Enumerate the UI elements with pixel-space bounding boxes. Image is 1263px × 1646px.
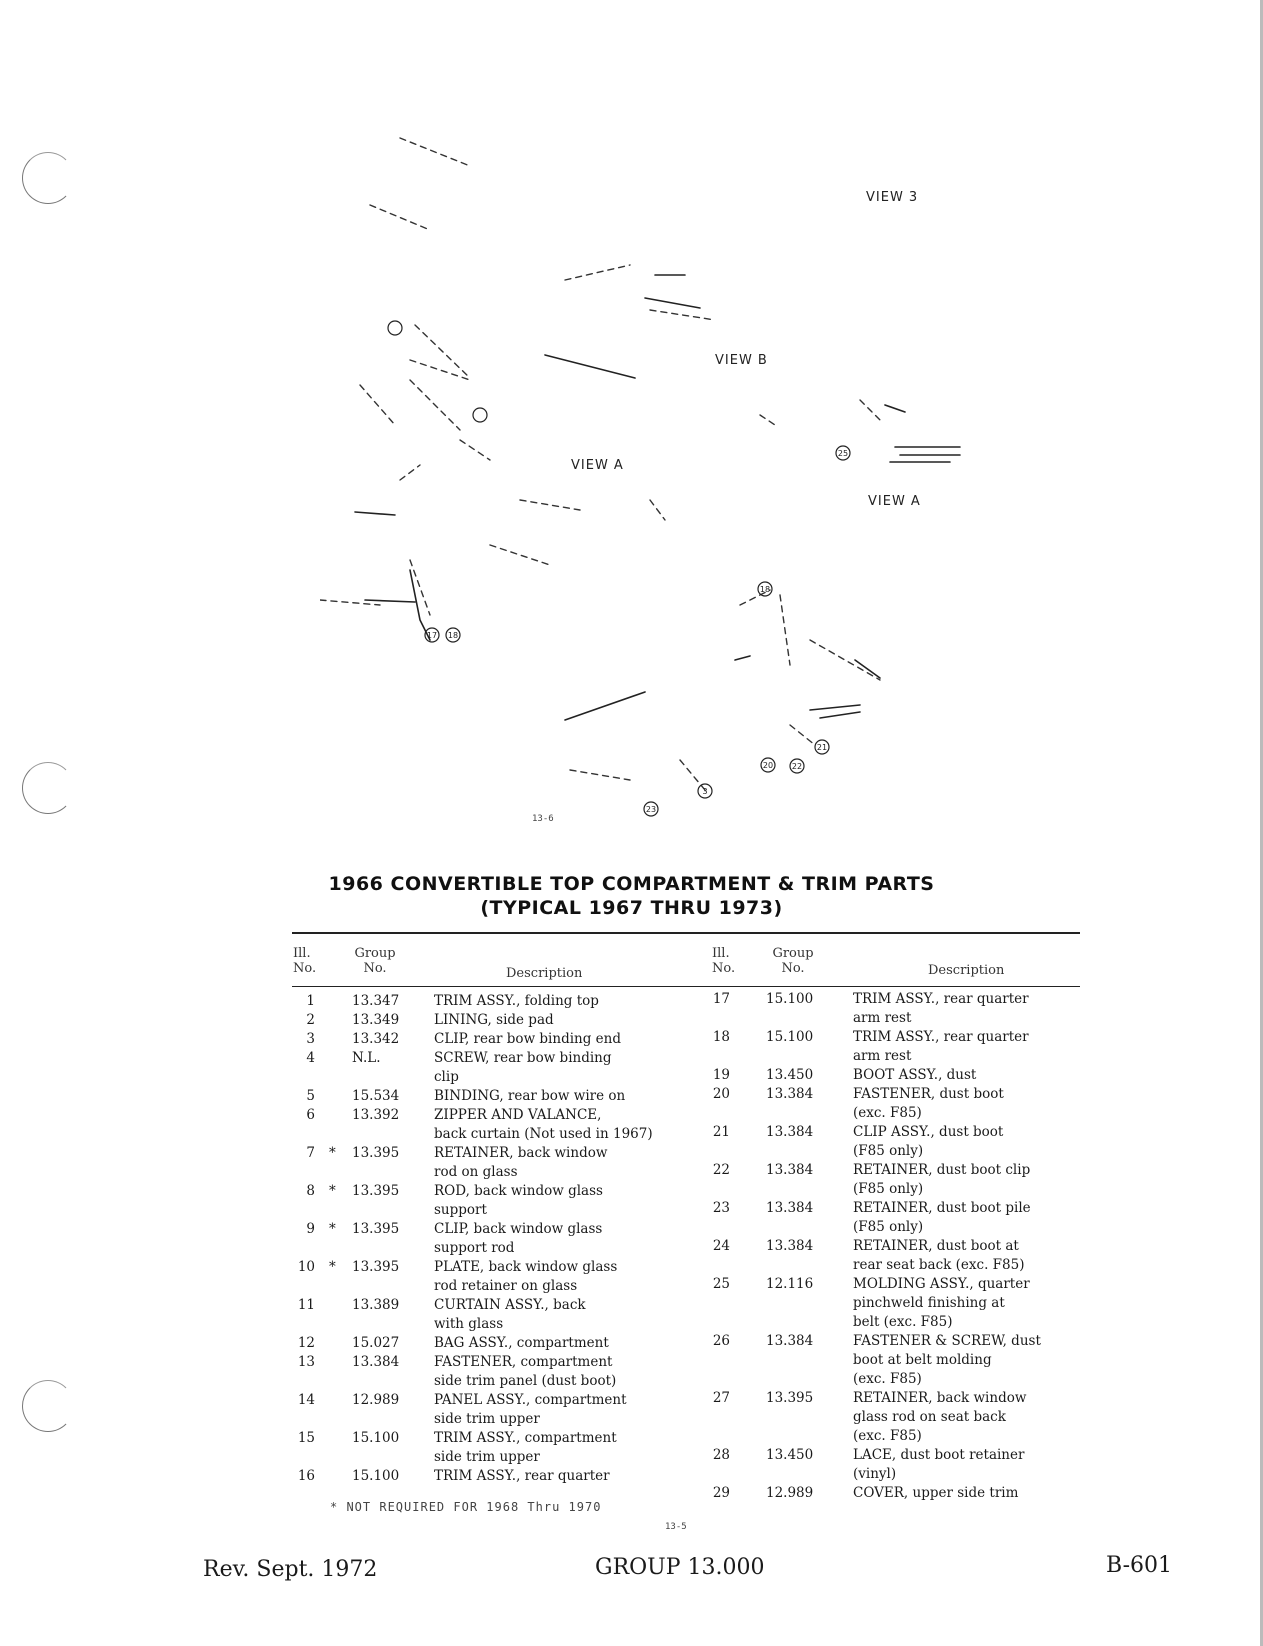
description: CLIP, rear bow binding end <box>434 1031 621 1047</box>
ill-no: 6 <box>306 1107 315 1123</box>
description: TRIM ASSY., rear quarter <box>853 991 1029 1007</box>
ill-no: 8 <box>306 1183 315 1199</box>
description: CLIP, back window glass <box>434 1221 603 1237</box>
ill-no: 20 <box>712 1086 730 1102</box>
description: CLIP ASSY., dust boot <box>853 1124 1004 1140</box>
description: side trim upper <box>434 1411 540 1427</box>
description: glass rod on seat back <box>853 1409 1006 1425</box>
group-no: 15.534 <box>352 1088 400 1104</box>
callout-18a: 18 <box>447 631 459 640</box>
description: BOOT ASSY., dust <box>853 1067 977 1083</box>
group-no: 13.384 <box>766 1238 814 1254</box>
description: (F85 only) <box>853 1219 924 1235</box>
ill-no: 1 <box>306 993 315 1009</box>
not-required-mark: * <box>329 1259 336 1275</box>
group-no: 13.347 <box>352 993 400 1009</box>
ill-no: 29 <box>712 1485 730 1501</box>
description: ZIPPER AND VALANCE, <box>434 1107 602 1123</box>
group-no: 13.389 <box>352 1297 400 1313</box>
description: BINDING, rear bow wire on <box>434 1088 626 1104</box>
description: ROD, back window glass <box>434 1183 603 1199</box>
ill-no: 19 <box>712 1067 730 1083</box>
ill-no: 18 <box>712 1029 730 1045</box>
description: FASTENER, compartment <box>434 1354 613 1370</box>
table-header-rule <box>292 986 1080 987</box>
ill-no: 7 <box>306 1145 315 1161</box>
not-required-mark: * <box>329 1221 336 1237</box>
view-label-a-right: VIEW A <box>868 494 921 509</box>
description: with glass <box>434 1316 504 1332</box>
description: (F85 only) <box>853 1143 924 1159</box>
description: TRIM ASSY., rear quarter <box>853 1029 1029 1045</box>
group-no: 13.384 <box>766 1200 814 1216</box>
callout-23: 23 <box>645 805 657 814</box>
table-top-rule <box>292 932 1080 934</box>
description: belt (exc. F85) <box>853 1314 953 1330</box>
not-required-mark: * <box>329 1183 336 1199</box>
view-label-a-left: VIEW A <box>571 458 624 473</box>
description: TRIM ASSY., folding top <box>434 993 599 1009</box>
group-no: 15.100 <box>766 1029 814 1045</box>
ill-no: 12 <box>297 1335 315 1351</box>
parts-illustration <box>320 80 1020 870</box>
footer-group: GROUP 13.000 <box>595 1555 765 1580</box>
not-required-mark: * <box>329 1145 336 1161</box>
description: side trim upper <box>434 1449 540 1465</box>
description: LINING, side pad <box>434 1012 554 1028</box>
ill-no: 22 <box>712 1162 730 1178</box>
ill-no: 3 <box>306 1031 315 1047</box>
group-no: 13.395 <box>766 1390 814 1406</box>
group-no: 15.027 <box>352 1335 400 1351</box>
description: support <box>434 1202 487 1218</box>
group-no: 13.392 <box>352 1107 400 1123</box>
description: RETAINER, back window <box>434 1145 608 1161</box>
footer-revision: Rev. Sept. 1972 <box>203 1557 378 1582</box>
callout-18b: 18 <box>759 585 771 594</box>
callout-21: 21 <box>816 743 828 752</box>
group-no: 13.384 <box>352 1354 400 1370</box>
ill-no: 9 <box>306 1221 315 1237</box>
description: boot at belt molding <box>853 1352 992 1368</box>
ill-no: 5 <box>306 1088 315 1104</box>
description: clip <box>434 1069 459 1085</box>
ill-no: 14 <box>297 1392 315 1408</box>
view-label-b: VIEW B <box>715 353 768 368</box>
group-no: 12.989 <box>352 1392 400 1408</box>
group-no: 13.384 <box>766 1124 814 1140</box>
group-no: 15.100 <box>766 991 814 1007</box>
group-no: 13.384 <box>766 1333 814 1349</box>
ill-no: 10 <box>297 1259 315 1275</box>
group-no: 12.989 <box>766 1485 814 1501</box>
figure-code: 13-6 <box>532 814 554 824</box>
callout-25: 25 <box>837 449 849 458</box>
description: back curtain (Not used in 1967) <box>434 1126 653 1142</box>
description: (F85 only) <box>853 1181 924 1197</box>
description: LACE, dust boot retainer <box>853 1447 1025 1463</box>
ill-no: 26 <box>712 1333 730 1349</box>
callout-17: 17 <box>426 631 438 640</box>
group-no: 13.384 <box>766 1086 814 1102</box>
description: RETAINER, dust boot clip <box>853 1162 1031 1178</box>
description: MOLDING ASSY., quarter <box>853 1276 1030 1292</box>
ill-no: 25 <box>712 1276 730 1292</box>
callout-20: 20 <box>762 761 774 770</box>
callout-22: 22 <box>791 762 803 771</box>
description: pinchweld finishing at <box>853 1295 1005 1311</box>
ill-no: 27 <box>712 1390 730 1406</box>
description: RETAINER, back window <box>853 1390 1027 1406</box>
description: PANEL ASSY., compartment <box>434 1392 627 1408</box>
description: PLATE, back window glass <box>434 1259 618 1275</box>
description: FASTENER & SCREW, dust <box>853 1333 1041 1349</box>
punch-hole-top <box>22 152 74 204</box>
description: rod on glass <box>434 1164 518 1180</box>
group-no: 15.100 <box>352 1468 400 1484</box>
ill-no: 4 <box>306 1050 315 1066</box>
group-no: 13.342 <box>352 1031 400 1047</box>
description: COVER, upper side trim <box>853 1485 1019 1501</box>
group-no: 13.395 <box>352 1259 400 1275</box>
description: TRIM ASSY., compartment <box>434 1430 617 1446</box>
description: support rod <box>434 1240 515 1256</box>
description: (exc. F85) <box>853 1105 922 1121</box>
header-ill-no-right: Ill. No. <box>712 946 736 976</box>
description: BAG ASSY., compartment <box>434 1335 609 1351</box>
footnote: * NOT REQUIRED FOR 1968 Thru 1970 <box>330 1500 602 1514</box>
header-description-right: Description <box>928 963 1005 978</box>
page-subtitle: (TYPICAL 1967 THRU 1973) <box>480 897 783 919</box>
description: CURTAIN ASSY., back <box>434 1297 586 1313</box>
header-ill-no-left: Ill. No. <box>293 946 317 976</box>
description: (exc. F85) <box>853 1428 922 1444</box>
description: rod retainer on glass <box>434 1278 578 1294</box>
ill-no: 24 <box>712 1238 730 1254</box>
group-no: 13.349 <box>352 1012 400 1028</box>
punch-hole-middle <box>22 762 74 814</box>
description: side trim panel (dust boot) <box>434 1373 617 1389</box>
description: rear seat back (exc. F85) <box>853 1257 1025 1273</box>
group-no: 13.450 <box>766 1447 814 1463</box>
group-no: 13.395 <box>352 1221 400 1237</box>
group-no: 12.116 <box>766 1276 814 1292</box>
ill-no: 13 <box>297 1354 315 1370</box>
ill-no: 21 <box>712 1124 730 1140</box>
description: RETAINER, dust boot pile <box>853 1200 1031 1216</box>
header-description-left: Description <box>506 966 583 981</box>
footnote-code: 13-5 <box>665 1522 687 1532</box>
description: TRIM ASSY., rear quarter <box>434 1468 610 1484</box>
group-no: 15.100 <box>352 1430 400 1446</box>
group-no: 13.395 <box>352 1183 400 1199</box>
description: RETAINER, dust boot at <box>853 1238 1019 1254</box>
description: FASTENER, dust boot <box>853 1086 1004 1102</box>
description: (exc. F85) <box>853 1371 922 1387</box>
ill-no: 23 <box>712 1200 730 1216</box>
page-title: 1966 CONVERTIBLE TOP COMPARTMENT & TRIM PARTS <box>328 873 935 895</box>
description: (vinyl) <box>853 1466 897 1482</box>
description: arm rest <box>853 1010 912 1026</box>
ill-no: 16 <box>297 1468 315 1484</box>
header-group-no-left: Group No. <box>354 946 396 976</box>
group-no: 13.450 <box>766 1067 814 1083</box>
footer-page-number: B-601 <box>1106 1553 1172 1578</box>
group-no: N.L. <box>352 1050 381 1066</box>
ill-no: 15 <box>297 1430 315 1446</box>
header-group-no-right: Group No. <box>772 946 814 976</box>
ill-no: 17 <box>712 991 730 1007</box>
description: arm rest <box>853 1048 912 1064</box>
view-label-3: VIEW 3 <box>866 190 919 205</box>
description: SCREW, rear bow binding <box>434 1050 612 1066</box>
group-no: 13.384 <box>766 1162 814 1178</box>
ill-no: 28 <box>712 1447 730 1463</box>
punch-hole-bottom <box>22 1380 74 1432</box>
ill-no: 2 <box>306 1012 315 1028</box>
ill-no: 11 <box>297 1297 315 1313</box>
callout-3: 3 <box>702 787 708 796</box>
group-no: 13.395 <box>352 1145 400 1161</box>
